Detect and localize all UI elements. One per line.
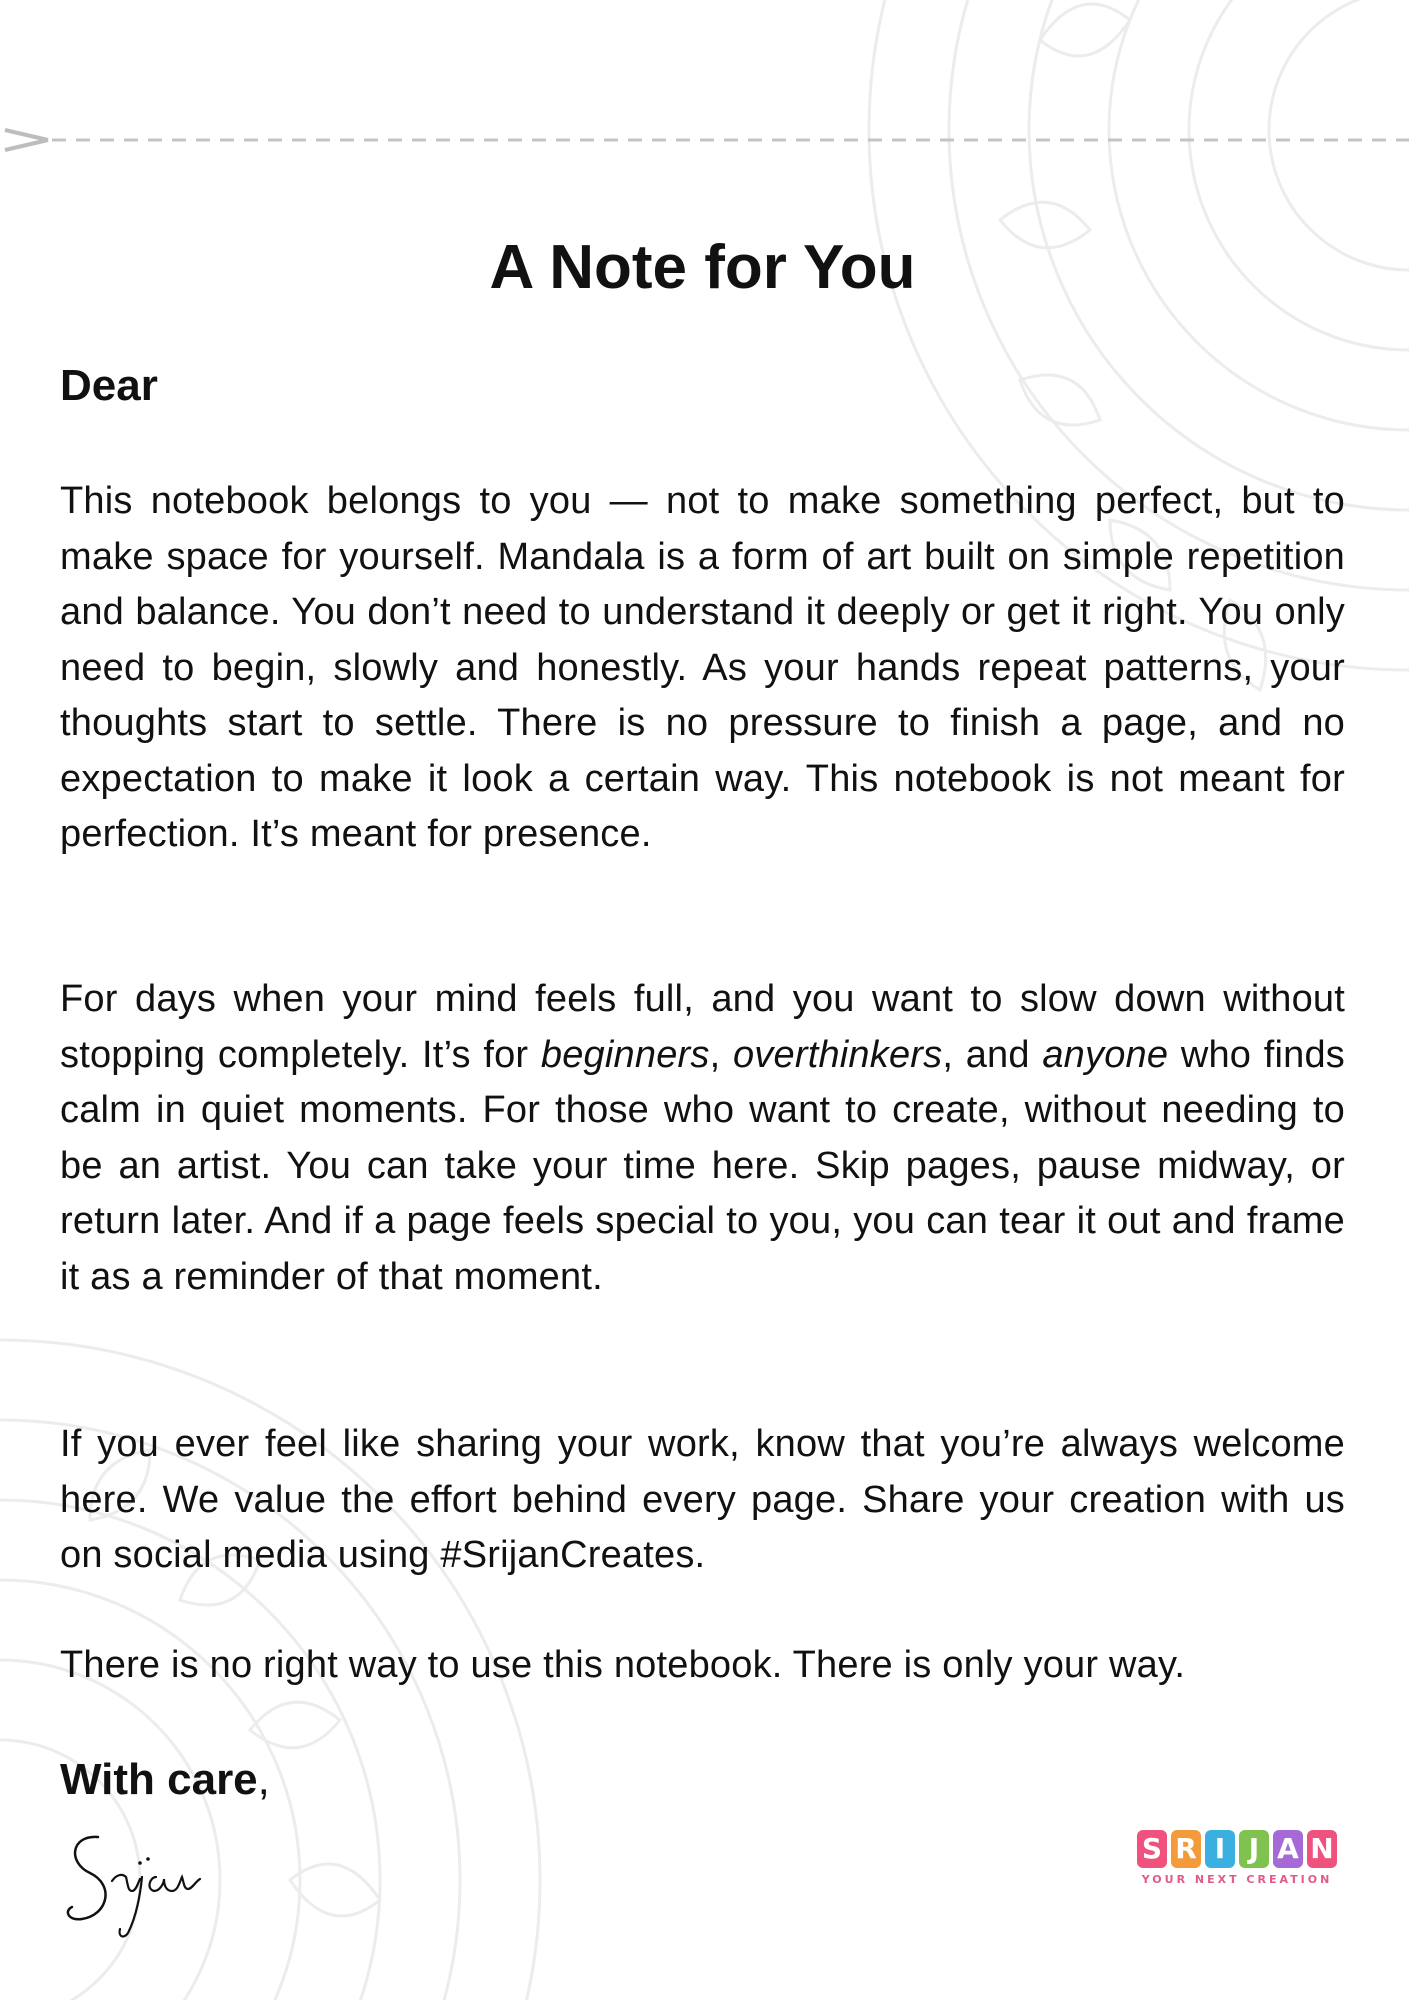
- closing-line: [60, 1750, 270, 1810]
- logo-letter-0: S: [1137, 1830, 1167, 1868]
- p2-run-0: For days when your mind feels full, and you want to slow down without stopping completely. It’s for: [60, 978, 1345, 1076]
- logo-letter-5: N: [1307, 1830, 1337, 1868]
- paragraph-4: [60, 1638, 1345, 1694]
- closing-text: With care: [60, 1755, 258, 1804]
- p2-run-2: ,: [709, 1033, 733, 1076]
- closing-punct: ,: [257, 1755, 270, 1804]
- p2-run-5: anyone: [1042, 1033, 1169, 1076]
- scissors-icon: [5, 130, 48, 150]
- logo-letter-1: R: [1171, 1830, 1201, 1868]
- logo-letter-2: I: [1205, 1830, 1235, 1868]
- p3-run-0: If you ever feel like sharing your work, know that you’re always welcome here. We value the effort behind every page. Share your creation with us on social media using #SrijanCreates.: [60, 1423, 1345, 1576]
- logo-tagline: YOUR NEXT CREATION: [1141, 1873, 1333, 1886]
- paragraph-3: [60, 1417, 1345, 1584]
- signature: [60, 1815, 240, 1945]
- p2-run-3: overthinkers: [732, 1033, 943, 1076]
- logo-letter-4: A: [1273, 1830, 1303, 1868]
- cut-line: [0, 120, 1409, 160]
- logo-letters: [1132, 1830, 1342, 1868]
- p1-run-0: This notebook belongs to you — not to make something perfect, but to make space for yourself. Mandala is a form of art built on simple repetition and balance. You don’t need to understand it deeply or get it right. You only need to begin, slowly and honestly. As your hands repeat patterns, your thoughts start to settle. There is no pressure to finish a page, and no expectation to make it look a certain way. This notebook is not meant for perfection. It’s meant for presence.: [60, 480, 1345, 855]
- logo-letter-3: J: [1239, 1830, 1269, 1868]
- p4-run-0: There is no right way to use this notebook. There is only your way.: [60, 1644, 1186, 1686]
- paragraph-2: [60, 972, 1345, 1305]
- paragraph-1: [60, 474, 1345, 863]
- greeting: Dear: [60, 361, 158, 410]
- srijan-logo: [1132, 1830, 1342, 1905]
- p2-run-1: beginners: [540, 1033, 710, 1076]
- page-title: A Note for You: [489, 233, 916, 302]
- p2-run-6: who finds calm in quiet moments. For those who want to create, without needing to be an artist. You can take your time here. Skip pages, pause midway, or return later. And if a page feels special to you, you can tear it out and frame it as a reminder of that moment.: [60, 1033, 1346, 1298]
- p2-run-4: , and: [942, 1033, 1043, 1076]
